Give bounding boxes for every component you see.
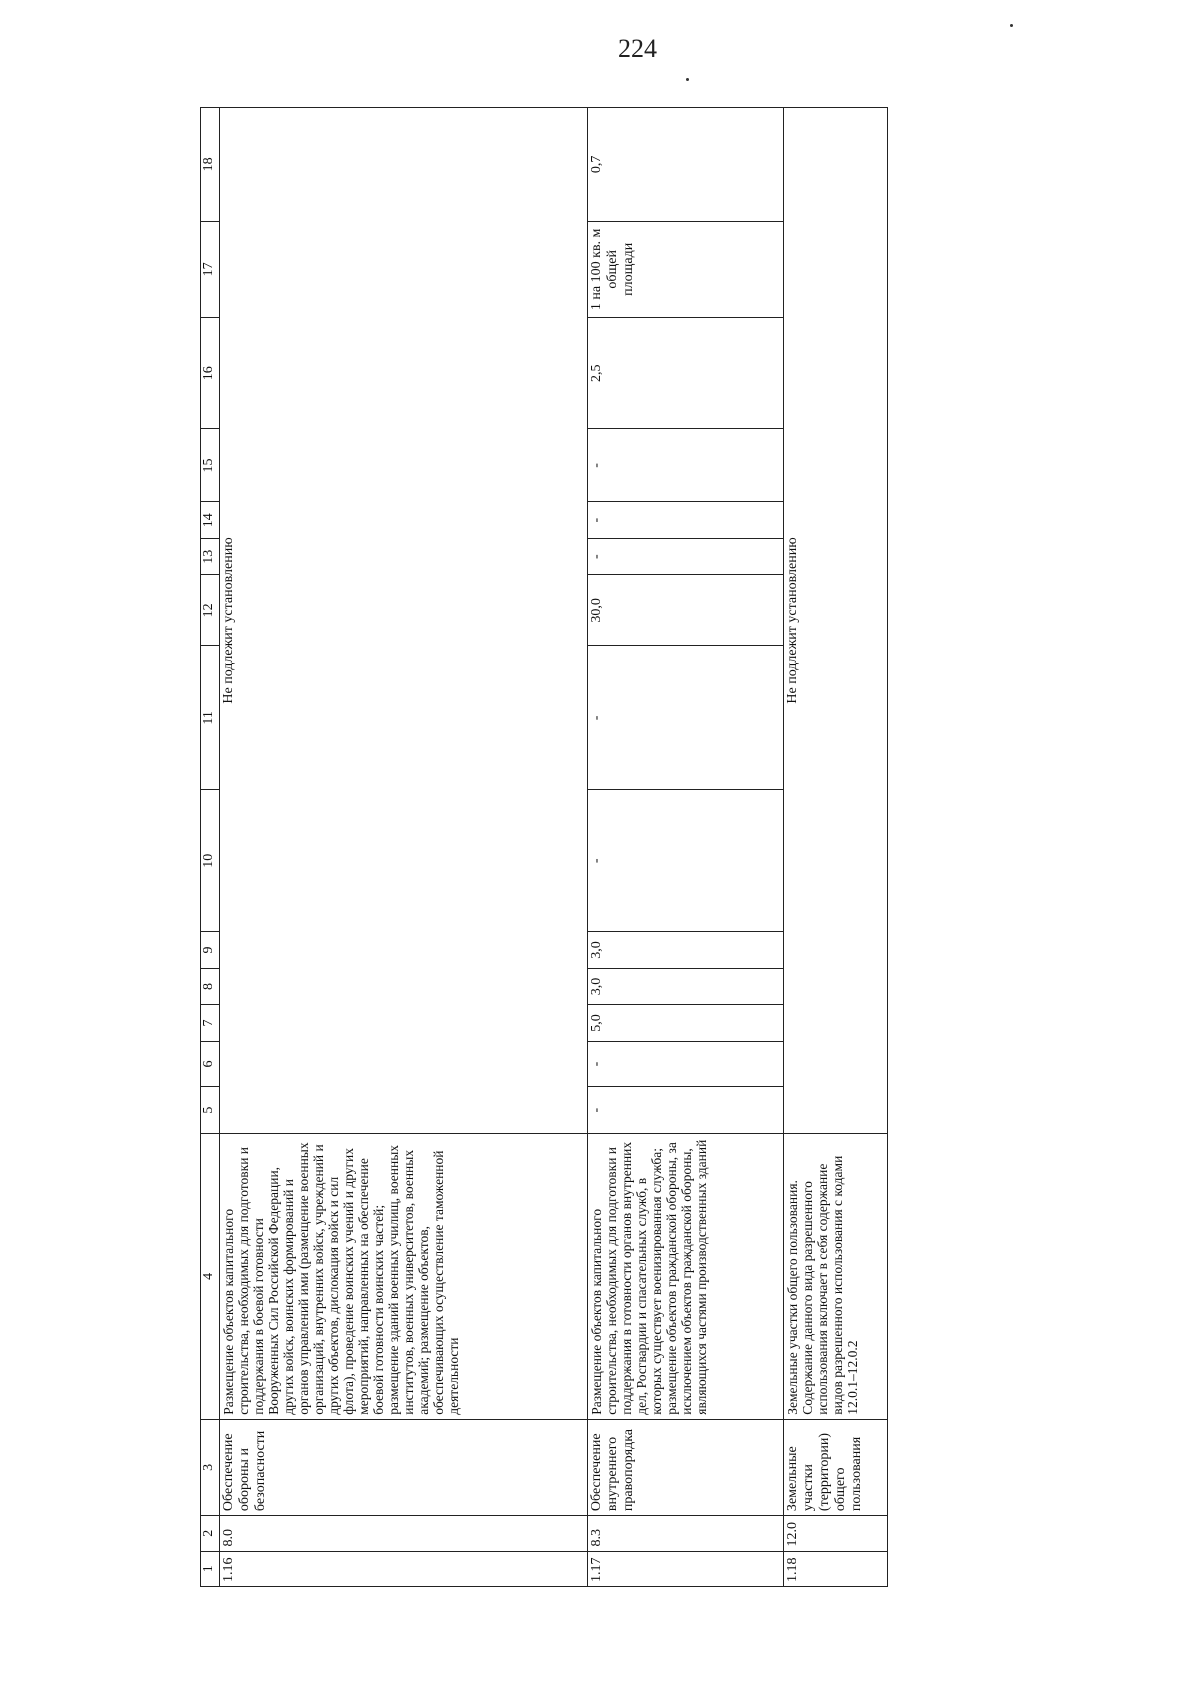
value-cell: 3,0 [588, 968, 784, 1004]
value-cell: 5,0 [588, 1005, 784, 1041]
row-code: 12.0 [784, 1516, 888, 1551]
row-code: 8.3 [588, 1516, 784, 1551]
col-header: 11 [201, 646, 220, 790]
scan-speck [686, 78, 689, 81]
col-header: 15 [201, 429, 220, 502]
col-header: 18 [201, 108, 220, 222]
table-row [588, 108, 784, 1587]
row-name: Обеспечение внутреннего правопорядка [588, 1419, 784, 1515]
rotated-table-container [200, 107, 930, 1587]
col-header: 7 [201, 1005, 220, 1041]
value-cell: - [588, 502, 784, 538]
col-header: 14 [201, 502, 220, 538]
row-description: Земельные участки общего пользования. Содержание данного вида разрешенного использования включает в себя содержание видов разрешенного использования с кодами 12.0.1–12.0.2 [784, 1133, 888, 1419]
value-cell: 3,0 [588, 932, 784, 968]
value-cell: 0,7 [588, 108, 784, 222]
col-header: 4 [201, 1133, 220, 1419]
row-number: 1.17 [588, 1551, 784, 1586]
row-number: 1.16 [220, 1551, 588, 1586]
table-row [220, 108, 588, 1587]
value-cell: - [588, 790, 784, 932]
row-number: 1.18 [784, 1551, 888, 1586]
value-cell: - [588, 538, 784, 574]
col-header: 13 [201, 538, 220, 574]
col-header: 6 [201, 1041, 220, 1087]
scan-speck [1010, 24, 1013, 27]
col-header: 3 [201, 1419, 220, 1515]
col-header: 12 [201, 575, 220, 646]
col-header: 10 [201, 790, 220, 932]
value-cell: 30,0 [588, 575, 784, 646]
row-description: Размещение объектов капитального строительства, необходимых для подготовки и поддержания в готовности органов внутренних дел, Росгвардии и спасательных служб, в которых существует военизированная служба; размещение объектов гражданской обороны, за исключением объектов гражданской обороны, являющихся частями производственных зданий [588, 1133, 784, 1419]
merged-note: Не подлежит установлению [220, 108, 588, 1134]
row-name: Обеспечение обороны и безопасности [220, 1419, 588, 1515]
row-description: Размещение объектов капитального строительства, необходимых для подготовки и поддержания в боевой готовности Вооруженных Сил Российской Федерации, других войск, воинских формирований и органов управлений ими (размещение военных организаций, внутренних войск, учреждений и других объектов, дислокация войск и сил флота), проведение воинских учений и других мероприятий, направленных на обеспечение боевой готовности воинских частей; размещение зданий военных училищ, военных институтов, военных университетов, военных академий; размещение объектов, обеспечивающих осуществление таможенной деятельности [220, 1133, 588, 1419]
col-header: 1 [201, 1551, 220, 1586]
row-name: Земельные участки (территории) общего пользования [784, 1419, 888, 1515]
col-header: 2 [201, 1516, 220, 1551]
value-cell: - [588, 1087, 784, 1134]
value-cell: 1 на 100 кв. м общей площади [588, 221, 784, 317]
value-cell: 2,5 [588, 317, 784, 429]
col-header: 8 [201, 968, 220, 1004]
col-header: 17 [201, 221, 220, 317]
page-number: 224 [618, 34, 657, 63]
value-cell: - [588, 1041, 784, 1087]
col-header: 9 [201, 932, 220, 968]
header-row [201, 108, 220, 1587]
value-cell: - [588, 429, 784, 502]
col-header: 5 [201, 1087, 220, 1134]
row-code: 8.0 [220, 1516, 588, 1551]
table-row [784, 108, 888, 1587]
land-use-table [200, 107, 888, 1587]
merged-note: Не подлежит установлению [784, 108, 888, 1134]
value-cell: - [588, 646, 784, 790]
col-header: 16 [201, 317, 220, 429]
